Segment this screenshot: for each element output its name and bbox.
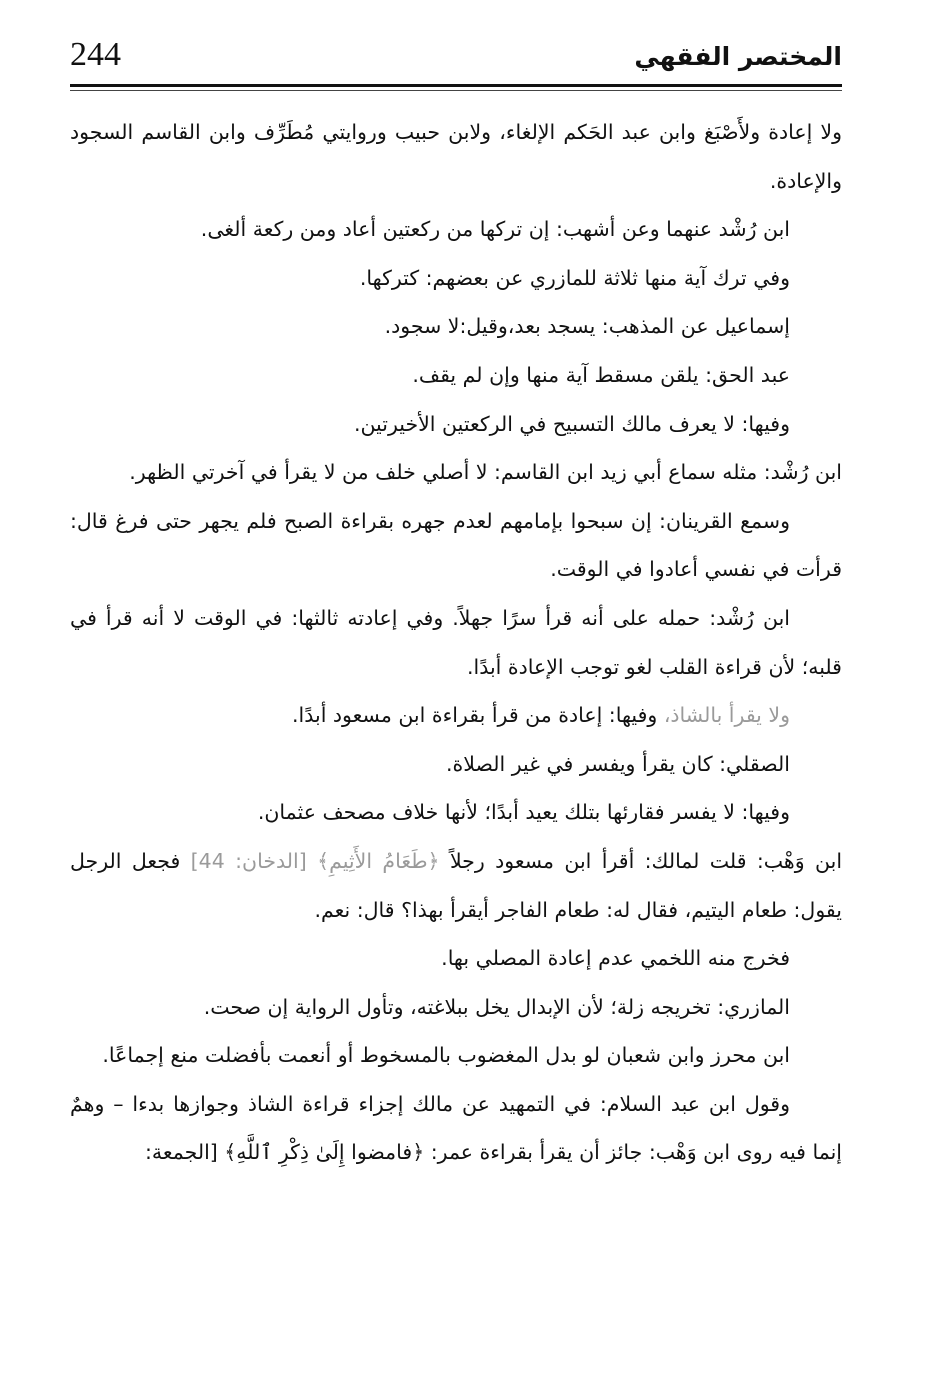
header-rule-thin <box>70 90 842 91</box>
paragraph-text: وفيها: إعادة من قرأ بقراءة ابن مسعود أبدًا. <box>292 703 664 728</box>
paragraph: فخرج منه اللخمي عدم إعادة المصلي بها. <box>441 946 790 971</box>
paragraph: وسمع القرينان: إن سبحوا بإمامهم لعدم جهره بقراءة الصبح فلم يجهر حتى فرغ قال: قرأت في نفسي أعادوا في الوقت. <box>70 508 842 582</box>
paragraph: وفي ترك آية منها ثلاثة للمازري عن بعضهم: كتركها. <box>359 265 790 290</box>
faded-text: ولا يقرأ بالشاذ، <box>663 703 790 728</box>
book-title: المختصر الفقهي <box>634 42 842 71</box>
paragraph: المازري: تخريجه زلة؛ لأن الإبدال يخل ببلاغته، وتأول الرواية إن صحت. <box>203 994 790 1019</box>
paragraph: ابن رُشْد عنهما وعن أشهب: إن تركها من ركعتين أعاد ومن ركعة ألغى. <box>200 217 790 242</box>
page-header <box>70 30 842 90</box>
quran-verse-faded: ﴿طَعَامُ الأَثِيمِ﴾ [الدخان: 44] <box>190 848 440 873</box>
paragraph: الصقلي: كان يقرأ ويفسر في غير الصلاة. <box>446 751 790 776</box>
paragraph: ابن رُشْد: حمله على أنه قرأ سرًا جهلاً. وفي إعادته ثالثها: في الوقت لا أنه قرأ في قلبه؛ لأن قراءة القلب لغو توجب الإعادة أبدًا. <box>70 605 842 679</box>
paragraph: عبد الحق: يلقن مسقط آية منها وإن لم يقف. <box>412 362 790 387</box>
page-number: 244 <box>70 36 121 73</box>
paragraph-text-continued: فجعل الرجل يقول: طعام اليتيم، فقال له: طعام الفاجر أيقرأ بهذا؟ قال: نعم. <box>70 848 842 922</box>
header-rule-thick <box>70 84 842 87</box>
paragraph: ابن محرز وابن شعبان لو بدل المغضوب بالمسخوط أو أنعمت بأفضلت منع إجماعًا. <box>102 1043 790 1068</box>
paragraph-text: ابن وَهْب: قلت لمالك: أقرأ ابن مسعود رجلاً <box>439 848 843 873</box>
paragraph <box>70 837 842 934</box>
paragraph <box>70 691 842 740</box>
paragraph: ابن رُشْد: مثله سماع أبي زيد ابن القاسم: لا أصلي خلف من لا يقرأ في آخرتي الظهر. <box>129 460 842 485</box>
paragraph: إسماعيل عن المذهب: يسجد بعد،وقيل:لا سجود. <box>384 314 790 339</box>
paragraph: وفيها: لا يعرف مالك التسبيح في الركعتين الأخيرتين. <box>353 411 790 436</box>
page-body <box>70 108 842 1177</box>
paragraph: وفيها: لا يفسر فقارئها بتلك يعيد أبدًا؛ لأنها خلاف مصحف عثمان. <box>257 800 790 825</box>
paragraph: وقول ابن عبد السلام: في التمهيد عن مالك إجزاء قراءة الشاذ وجوازها بدءا – وهمٌ إنما فيه روى ابن وَهْب: جائز أن يقرأ بقراءة عمر: ﴿فامضوا إِلَىٰ ذِكْرِ ٱللَّهِ﴾ [الجمعة: <box>70 1091 842 1165</box>
paragraph: ولا إعادة ولأَصْبَغ وابن عبد الحَكم الإلغاء، ولابن حبيب وروايتي مُطَرِّف وابن القاسم السجود والإعادة. <box>70 120 842 193</box>
